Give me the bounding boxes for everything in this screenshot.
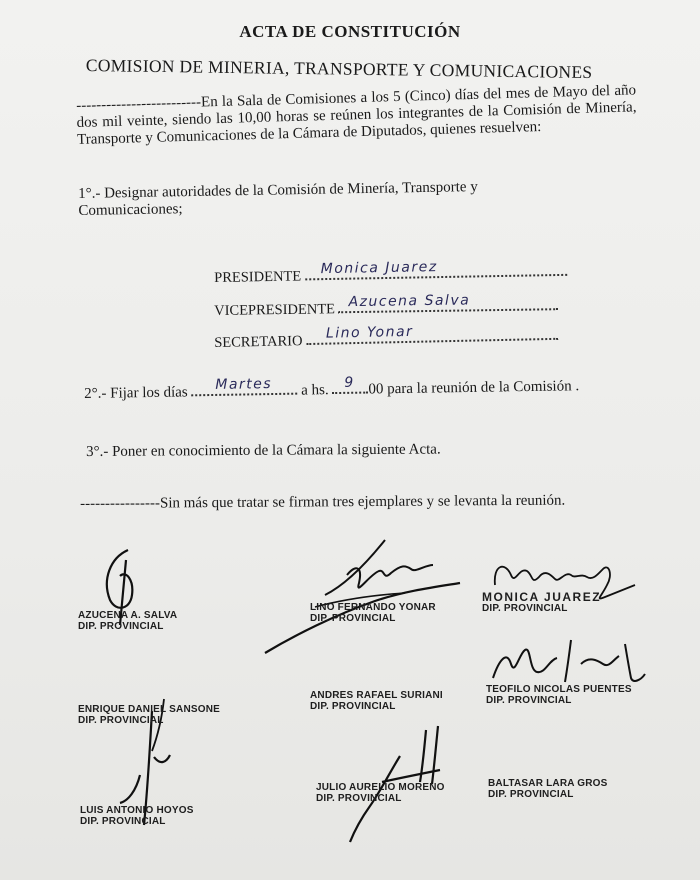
closing-paragraph: ----------------Sin más que tratar se firman tres ejemplares y se levanta la reunión. — [80, 492, 566, 512]
signature-block — [486, 684, 632, 706]
signature-block — [482, 592, 601, 614]
signature-block — [310, 690, 443, 712]
authority-role-label: PRESIDENTE — [214, 268, 302, 286]
day-handwritten: Martes — [215, 376, 273, 393]
day-fill-line — [191, 376, 297, 397]
signatory-name: MONICA JUAREZ — [482, 590, 602, 604]
authority-fill-line — [305, 260, 567, 281]
authority-fill-line — [306, 324, 558, 345]
document-subtitle: COMISION DE MINERIA, TRANSPORTE Y COMUNICACIONES — [85, 55, 593, 83]
signatory-name: LUIS ANTONIO HOYOS — [80, 805, 194, 816]
signatory-role: DIP. PROVINCIAL — [310, 613, 396, 624]
authority-fill-line — [338, 294, 558, 313]
signatory-name: TEOFILO NICOLAS PUENTES — [486, 684, 632, 695]
authority-row-president — [214, 260, 567, 287]
signatory-name: AZUCENA A. SALVA — [78, 610, 178, 621]
item-2-suffix: 00 para la reunión de la Comisión . — [368, 378, 580, 398]
hour-fill-line — [332, 374, 368, 395]
item-3-paragraph: 3°.- Poner en conocimiento de la Cámara la siguiente Acta. — [86, 441, 441, 460]
signatory-name: JULIO AURELIO MORENO — [316, 782, 445, 793]
authority-handwritten-name: Azucena Salva — [348, 292, 471, 311]
signatory-role: DIP. PROVINCIAL — [482, 603, 568, 614]
signatory-role: DIP. PROVINCIAL — [80, 816, 166, 827]
authority-handwritten-name: Monica Juarez — [320, 259, 438, 278]
signatory-name: ANDRES RAFAEL SURIANI — [310, 690, 443, 701]
authority-row-secretary — [214, 324, 558, 352]
signature-block — [316, 782, 445, 804]
signatory-role: DIP. PROVINCIAL — [488, 789, 574, 800]
document-title: ACTA DE CONSTITUCIÓN — [239, 22, 461, 41]
item-1-paragraph: 1°.- Designar autoridades de la Comisión de Minería, Transporte y Comunicaciones; — [78, 179, 478, 219]
signature-mark-puentes — [485, 630, 650, 690]
intro-paragraph: -------------------------En la Sala de Comisiones a los 5 (Cinco) días del mes de Mayo del año dos mil veinte, siendo las 10,00 horas se reúnen los integrantes de la Comisión de Minería, Transporte y Comunicaciones de la Cámara de Diputados, quienes resuelven: — [76, 82, 637, 148]
item-2-mid: a hs. — [301, 382, 329, 399]
authority-role-label: VICEPRESIDENTE — [214, 301, 336, 319]
signatory-name: ENRIQUE DANIEL SANSONE — [78, 704, 221, 715]
signatory-role: DIP. PROVINCIAL — [78, 621, 164, 632]
signature-block — [80, 805, 194, 827]
signature-mark-yonar — [255, 535, 465, 660]
signature-block — [310, 602, 436, 624]
signatory-role: DIP. PROVINCIAL — [78, 715, 164, 726]
item-2-paragraph — [84, 374, 579, 403]
signatory-name: LINO FERNANDO YONAR — [310, 602, 436, 613]
signature-block — [78, 610, 177, 632]
authority-role-label: SECRETARIO — [214, 333, 303, 351]
hour-handwritten: 9 — [344, 374, 355, 391]
signature-block — [78, 704, 220, 726]
signature-block — [488, 778, 608, 800]
authority-handwritten-name: Lino Yonar — [325, 323, 414, 342]
signatory-role: DIP. PROVINCIAL — [310, 701, 396, 712]
item-2-prefix: 2°.- Fijar los días — [84, 384, 188, 402]
signatory-role: DIP. PROVINCIAL — [486, 695, 572, 706]
authority-row-vicepresident — [214, 294, 559, 320]
signatory-name: BALTASAR LARA GROS — [488, 778, 608, 789]
signatory-role: DIP. PROVINCIAL — [316, 793, 402, 804]
